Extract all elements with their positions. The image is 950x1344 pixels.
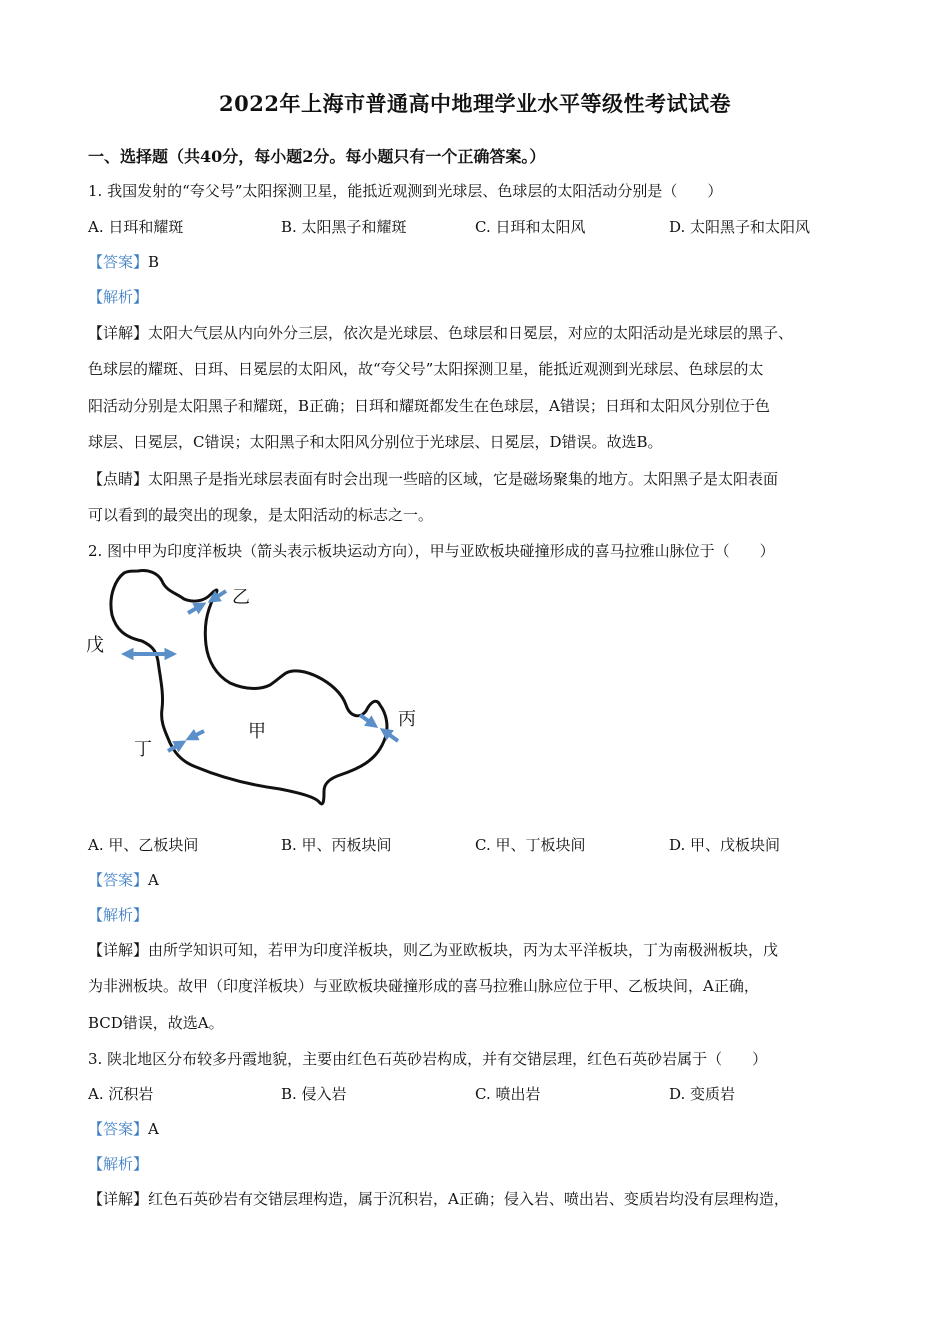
answer-tag: 【答案】 [88,871,149,889]
q2-stem: 2. 图中甲为印度洋板块（箭头表示板块运动方向），甲与亚欧板块碰撞形成的喜马拉雅山脉位于（ ） [88,542,775,560]
q1-analysis [88,286,148,308]
q3-option-b: B. 侵入岩 [281,1085,347,1103]
q1-detail-text: 太阳大气层从内向外分三层，依次是光球层、色球层和日冕层，对应的太阳活动是光球层的黑子、 [148,324,794,342]
q3-detail-line [88,1188,789,1210]
q3-option-c: C. 喷出岩 [475,1085,541,1103]
q3-detail-text: 红色石英砂岩有交错层理构造，属于沉积岩，A正确；侵入岩、喷出岩、变质岩均没有层理构造， [148,1190,789,1208]
detail-tag: 【详解】 [88,1190,149,1208]
q3-analysis [88,1153,148,1175]
arrow-yi-1 [188,605,202,613]
q1-option-a: A. 日珥和耀斑 [88,218,184,236]
q2-detail-line: BCD错误，故选A。 [88,1014,224,1032]
label-yi: 乙 [232,587,250,608]
label-wu: 戊 [86,635,104,656]
answer-tag: 【答案】 [88,1120,149,1138]
q2-analysis [88,904,148,926]
arrow-ding-2 [190,731,204,738]
q2-detail-text: 由所学知识可知，若甲为印度洋板块，则乙为亚欧板块，丙为太平洋板块，丁为南极洲板块，戊 [148,941,779,959]
hint-tag: 【点睛】 [88,470,149,488]
q3-answer-value: A [148,1120,159,1138]
plate-diagram [80,565,440,815]
section-heading: 一、选择题（共40分，每小题2分。每小题只有一个正确答案。） [88,147,546,166]
page-title: 2022年上海市普通高中地理学业水平等级性考试试卷 [219,91,731,116]
answer-tag: 【答案】 [88,253,149,271]
detail-tag: 【详解】 [88,324,149,342]
q1-stem: 1. 我国发射的“夸父号”太阳探测卫星，能抵近观测到光球层、色球层的太阳活动分别是（ ） [88,182,723,200]
q1-detail-line: 色球层的耀斑、日珥、日冕层的太阳风，故“夸父号”太阳探测卫星，能抵近观测到光球层、色球层的太 [88,360,764,378]
q2-option-a: A. 甲、乙板块间 [88,836,199,854]
detail-tag: 【详解】 [88,941,149,959]
q2-option-b: B. 甲、丙板块间 [281,836,392,854]
q2-answer [88,869,159,891]
label-ding: 丁 [134,739,152,760]
q3-stem: 3. 陕北地区分布较多丹霞地貌，主要由红色石英砂岩构成，并有交错层理，红色石英砂岩属于（ ） [88,1050,768,1068]
q2-option-c: C. 甲、丁板块间 [475,836,586,854]
q1-hint-line: 可以看到的最突出的现象，是太阳活动的标志之一。 [88,506,434,524]
label-bing: 丙 [398,709,416,730]
q1-hint-text: 太阳黑子是指光球层表面有时会出现一些暗的区域，它是磁场聚集的地方。太阳黑子是太阳表面 [148,470,779,488]
q1-option-b: B. 太阳黑子和耀斑 [281,218,407,236]
q2-answer-value: A [148,871,159,889]
q1-answer [88,251,159,273]
label-jia: 甲 [248,721,266,742]
analysis-tag: 【解析】 [88,288,149,306]
analysis-tag: 【解析】 [88,1155,149,1173]
q3-answer [88,1118,159,1140]
q1-detail-line: 阳活动分别是太阳黑子和耀斑，B正确；日珥和耀斑都发生在色球层，A错误；日珥和太阳风分别位于色 [88,397,770,415]
q3-option-a: A. 沉积岩 [88,1085,154,1103]
q1-option-c: C. 日珥和太阳风 [475,218,586,236]
q1-hint-line [88,468,778,490]
q3-option-d: D. 变质岩 [669,1085,736,1103]
q2-detail-line: 为非洲板块。故甲（印度洋板块）与亚欧板块碰撞形成的喜马拉雅山脉应位于甲、乙板块间，A正确， [88,977,759,995]
q2-detail-line [88,939,778,961]
q2-option-d: D. 甲、戊板块间 [669,836,781,854]
q1-answer-value: B [148,253,160,271]
q1-detail-line: 球层、日冕层，C错误；太阳黑子和太阳风分别位于光球层、日冕层，D错误。故选B。 [88,433,663,451]
q1-detail-line [88,322,793,344]
analysis-tag: 【解析】 [88,906,149,924]
q1-option-d: D. 太阳黑子和太阳风 [669,218,811,236]
arrow-bing-1 [360,715,374,725]
